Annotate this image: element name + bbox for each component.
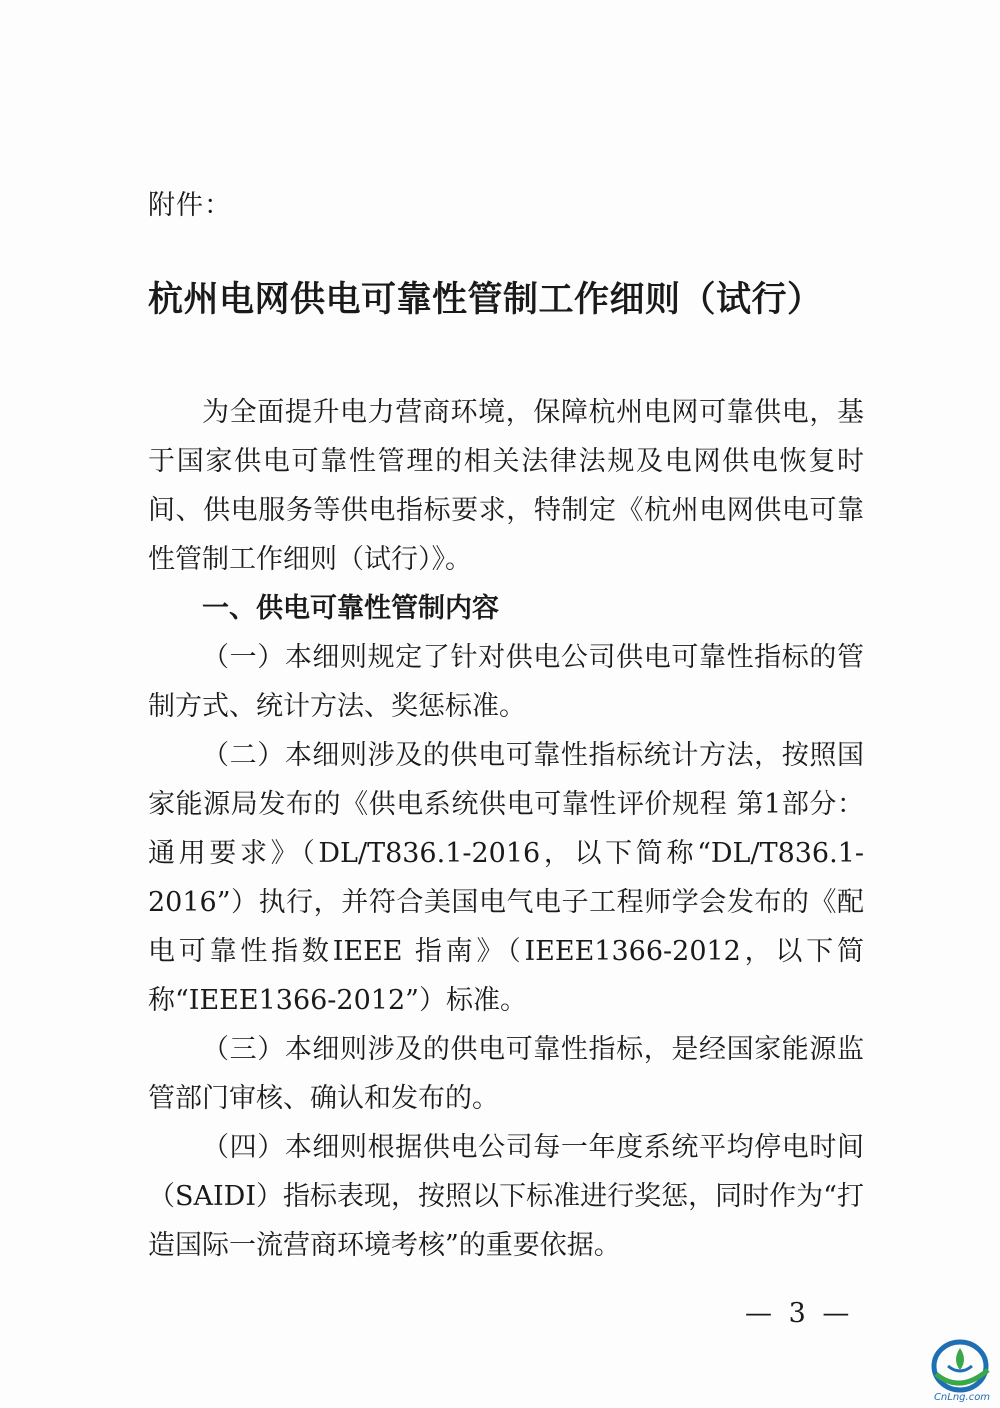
intro-paragraph: 为全面提升电力营商环境，保障杭州电网可靠供电，基于国家供电可靠性管理的相关法律法规及电网供电恢复时间、供电服务等供电指标要求，特制定《杭州电网供电可靠性管制工作细则（试行）》。: [148, 397, 864, 575]
attachment-label: 附件：: [148, 190, 232, 221]
logo-wordmark: CnLng.com: [933, 1392, 991, 1403]
item-paragraph-3: （三）本细则涉及的供电可靠性指标，是经国家能源监管部门审核、确认和发布的。: [148, 1034, 864, 1114]
document-title: 杭州电网供电可靠性管制工作细则（试行）: [148, 280, 823, 320]
item-paragraph-1: （一）本细则规定了针对供电公司供电可靠性指标的管制方式、统计方法、奖惩标准。: [148, 642, 864, 722]
cnlng-logo-icon: [928, 1336, 996, 1404]
section-heading: 一、供电可靠性管制内容: [202, 593, 499, 624]
page-number: — 3 —: [745, 1298, 854, 1329]
document-body: [148, 388, 864, 1270]
item-paragraph-2: （二）本细则涉及的供电可靠性指标统计方法，按照国家能源局发布的《供电系统供电可靠性评价规程 第1部分：通用要求》（DL/T836.1-2016，以下简称“DL/T836.1-2016”）执行，并符合美国电气电子工程师学会发布的《配电可靠性指数IEEE 指南》（IEEE1366-2012，以下简称“IEEE1366-2012”）标准。: [148, 740, 864, 1016]
cnlng-logo: [928, 1336, 996, 1404]
item-paragraph-4: （四）本细则根据供电公司每一年度系统平均停电时间（SAIDI）指标表现，按照以下标准进行奖惩，同时作为“打造国际一流营商环境考核”的重要依据。: [148, 1132, 864, 1261]
